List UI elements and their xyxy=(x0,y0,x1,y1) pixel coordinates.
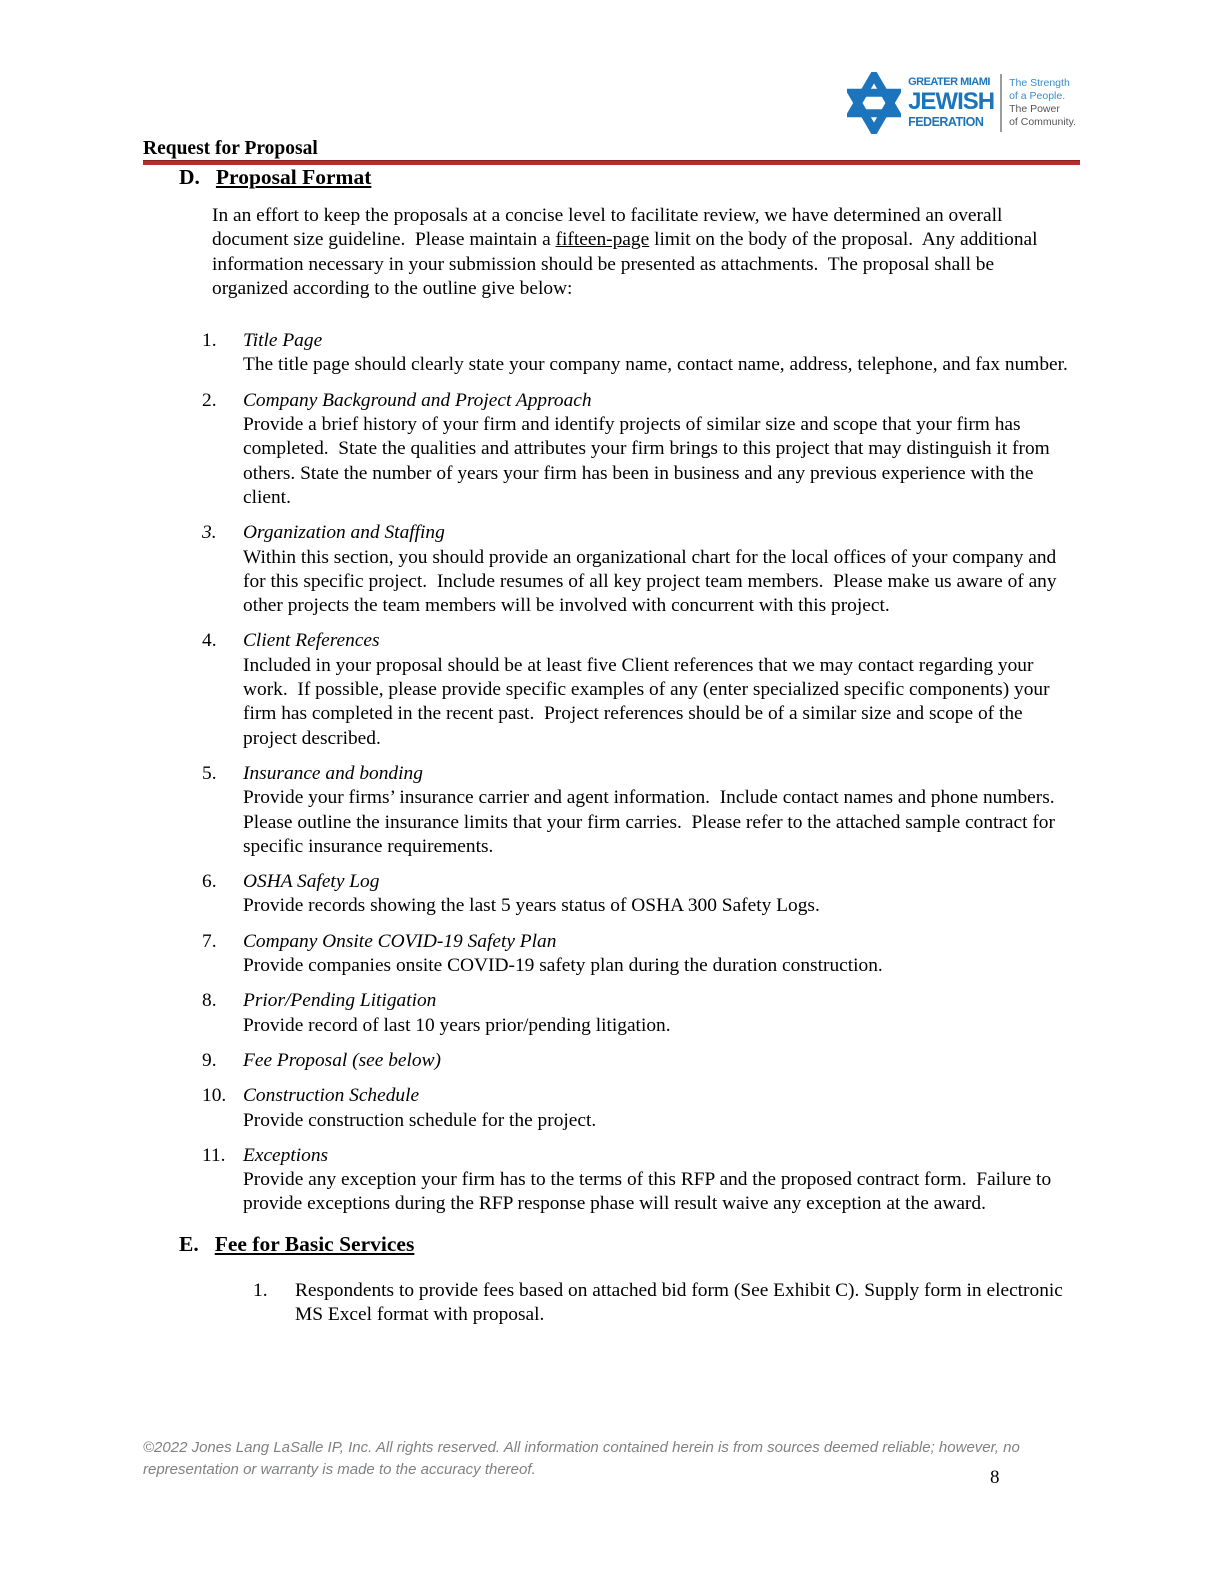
list-item-title: Company Background and Project Approach xyxy=(243,389,592,411)
list-item-content xyxy=(243,870,1074,919)
list-item xyxy=(202,1144,1074,1217)
list-item-content xyxy=(243,1084,1074,1133)
list-item-number: 11. xyxy=(202,1144,226,1166)
list-item-body: Within this section, you should provide an organizational chart for the local offices of your company and for this specific project. Include resumes of all key project team members. Please make us aware of any other projects the team members will be involved with concurrent with this project. xyxy=(243,546,1062,617)
list-item xyxy=(202,1049,1074,1073)
section-e-title: Fee for Basic Services xyxy=(214,1231,415,1256)
list-item-content xyxy=(243,989,1074,1038)
list-item-title: OSHA Safety Log xyxy=(243,871,380,893)
list-item-title: Company Onsite COVID-19 Safety Plan xyxy=(243,930,557,952)
list-item-body: Provide any exception your firm has to the terms of this RFP and the proposed contract form. Failure to provide exceptions during the RFP response phase will result waive any exception at the award. xyxy=(243,1169,1056,1215)
list-item xyxy=(202,989,1074,1038)
list-item xyxy=(202,1084,1074,1133)
list-item-number: 8. xyxy=(202,990,217,1012)
list-item-number: 1. xyxy=(202,330,217,352)
list-item-title: Insurance and bonding xyxy=(243,762,423,784)
organization-logo xyxy=(847,72,1076,134)
list-item-body: The title page should clearly state your company name, contact name, address, telephone, and fax number. xyxy=(243,354,1068,376)
tagline-line2: of a People. xyxy=(1009,90,1066,102)
section-e-label: E. xyxy=(179,1231,199,1256)
list-item-content xyxy=(243,521,1074,618)
tagline-line4: of Community. xyxy=(1009,116,1076,128)
list-item-content xyxy=(243,1144,1074,1217)
list-item xyxy=(202,389,1074,510)
intro-text-before: In an effort to keep the proposals at a concise level to facilitate review, we have determined an overall document size guideline. Please maintain a xyxy=(212,205,1008,251)
list-item xyxy=(202,521,1074,618)
list-item-title: Prior/Pending Litigation xyxy=(243,990,437,1012)
intro-underlined-text: fifteen-page xyxy=(555,229,650,251)
list-item-title: Construction Schedule xyxy=(243,1085,420,1107)
list-item-number: 3. xyxy=(202,522,217,544)
list-item-number: 2. xyxy=(202,389,217,411)
footer-disclaimer: ©2022 Jones Lang LaSalle IP, Inc. All rights reserved. All information contained herein is from sources deemed reliable; however, no representation or warranty is made to the accuracy thereof. xyxy=(143,1439,1020,1478)
list-item-number: 6. xyxy=(202,871,217,893)
intro-paragraph xyxy=(212,204,1068,301)
list-item-title: Title Page xyxy=(243,330,323,352)
list-item-content xyxy=(243,930,1074,979)
star-of-david-icon xyxy=(847,72,901,134)
list-item-title: Fee Proposal (see below) xyxy=(243,1049,441,1071)
list-item-content xyxy=(243,329,1074,378)
section-e-heading xyxy=(179,1231,1224,1257)
list-item xyxy=(202,329,1074,378)
list-item-body: Provide record of last 10 years prior/pending litigation. xyxy=(243,1014,671,1036)
page-number: 8 xyxy=(990,1467,1000,1488)
logo-wordmark-line1: GREATER MIAMI xyxy=(908,76,990,89)
list-item xyxy=(202,870,1074,919)
list-item xyxy=(202,629,1074,750)
logo-wordmark-line3: FEDERATION xyxy=(908,115,984,130)
list-item-number: 5. xyxy=(202,762,217,784)
section-d-label: D. xyxy=(179,165,200,189)
document-title: Request for Proposal xyxy=(143,138,318,159)
list-item xyxy=(253,1279,1073,1328)
tagline-line1: The Strength xyxy=(1009,77,1070,89)
list-item-content xyxy=(243,762,1074,859)
logo-tagline xyxy=(1009,77,1076,129)
list-item xyxy=(202,930,1074,979)
list-item-content xyxy=(243,629,1074,750)
proposal-outline-list xyxy=(0,329,1224,1217)
list-item-number: 4. xyxy=(202,630,217,652)
list-item-body: Provide companies onsite COVID-19 safety plan during the duration construction. xyxy=(243,955,883,977)
document-body xyxy=(0,164,1224,1338)
list-item-content xyxy=(243,1049,1074,1073)
section-d-heading xyxy=(179,164,1224,190)
list-item-number: 10. xyxy=(202,1085,227,1107)
list-item-body: Provide construction schedule for the project. xyxy=(243,1109,597,1131)
tagline-line3: The Power xyxy=(1009,103,1060,115)
list-item-body: Included in your proposal should be at least five Client references that we may contact regarding your work. If possible, please provide specific examples of any (enter specialized specific components) your firm has completed in the recent past. Project references should be of a similar size and scope of the project described. xyxy=(243,654,1055,749)
logo-wordmark xyxy=(908,77,994,129)
logo-divider xyxy=(1000,74,1002,132)
list-item-number: 1. xyxy=(253,1279,268,1301)
section-d-title: Proposal Format xyxy=(215,165,372,189)
list-item-title: Client References xyxy=(243,630,380,652)
list-item-body: Provide records showing the last 5 years status of OSHA 300 Safety Logs. xyxy=(243,895,820,917)
logo-wordmark-line2: JEWISH xyxy=(908,88,995,116)
list-item-title: Exceptions xyxy=(243,1144,329,1166)
list-item-content xyxy=(243,389,1074,510)
list-item-body: Provide your firms’ insurance carrier and agent information. Include contact names and phone numbers. Please outline the insurance limits that your firm carries. Please refer to the attached sample contract for specific insurance requirements. xyxy=(243,787,1065,857)
fee-services-list xyxy=(0,1279,1224,1328)
list-item-body: Provide a brief history of your firm and identify projects of similar size and scope that your firm has completed. State the qualities and attributes your firm brings to this project that may distinguish it from others. State the number of years your firm has been in business and any previous experience with the client. xyxy=(243,414,1055,508)
intro-text-after: limit on the body of the proposal. Any additional information necessary in your submission should be presented as attachments. The proposal shall be organized according to the outline give below: xyxy=(212,229,1043,299)
list-item-body: Respondents to provide fees based on attached bid form (See Exhibit C). Supply form in electronic MS Excel format with proposal. xyxy=(295,1279,1068,1325)
list-item-title: Organization and Staffing xyxy=(243,522,445,544)
list-item xyxy=(202,762,1074,859)
list-item-number: 9. xyxy=(202,1049,217,1071)
list-item-number: 7. xyxy=(202,930,217,952)
list-item-content xyxy=(295,1279,1073,1328)
